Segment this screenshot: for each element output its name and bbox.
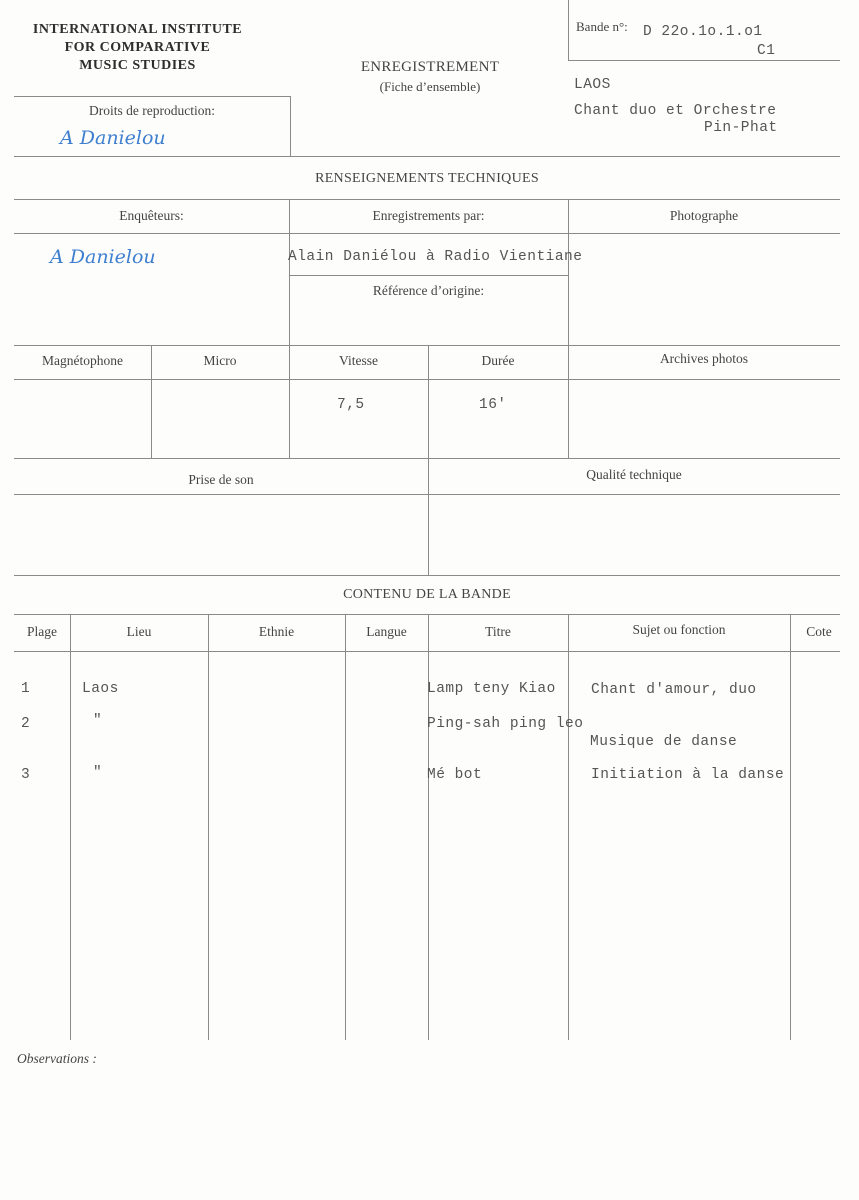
col-langue: Langue [366,624,407,639]
institute-line-2: FOR COMPARATIVE [64,40,211,55]
magnetophone-label: Magnétophone [42,353,123,368]
row-plage: 1 [21,681,31,697]
vitesse-value: 7,5 [337,397,365,413]
reference-label: Référence d’origine: [372,283,485,298]
qualite-label: Qualité technique [586,467,682,482]
row-plage: 2 [21,716,31,732]
droits-signature: A Danielou [60,127,166,149]
description-line-2: Pin-Phat [704,120,778,136]
enqueteurs-signature: A Danielou [50,246,156,268]
institute-line-3: MUSIC STUDIES [79,58,196,73]
row-sujet: Musique de danse [590,734,738,750]
form-title: ENREGISTREMENT [360,59,500,75]
section-technique: RENSEIGNEMENTS TECHNIQUES [315,171,539,186]
row-titre: Ping-sah ping leo [427,716,584,732]
row-titre: Mé bot [427,767,483,783]
col-ethnie: Ethnie [258,624,295,639]
photographe-label: Photographe [669,208,739,223]
bande-number: D 22o.1o.1.o1 [643,24,763,40]
section-contenu: CONTENU DE LA BANDE [343,587,511,602]
row-titre: Lamp teny Kiao [427,681,556,697]
duree-value: 16' [479,397,507,413]
prise-label: Prise de son [188,472,254,487]
enregistrements-value: Alain Daniélou à Radio Vientiane [288,249,583,265]
bande-label: Bande n°: [576,19,628,34]
col-cote: Cote [806,624,832,639]
enregistrements-label: Enregistrements par: [372,208,485,223]
description-line-1: Chant duo et Orchestre [574,103,777,119]
row-lieu: " [93,765,103,781]
bande-sub: C1 [757,43,776,59]
region-value: LAOS [574,77,611,93]
institute-line-1: INTERNATIONAL INSTITUTE [32,22,243,37]
vitesse-label: Vitesse [339,353,378,368]
col-plage: Plage [27,624,57,639]
col-sujet: Sujet ou fonction [632,622,726,637]
row-sujet: Chant d'amour, duo [591,682,757,698]
row-lieu: " [93,713,103,729]
form-subtitle: (Fiche d’ensemble) [379,79,481,94]
enqueteurs-label: Enquêteurs: [119,208,184,223]
row-sujet: Initiation à la danse [591,767,785,783]
droits-label: Droits de reproduction: [89,103,215,118]
col-titre: Titre [485,624,511,639]
row-plage: 3 [21,767,31,783]
observations-label: Observations : [17,1051,97,1066]
col-lieu: Lieu [126,624,152,639]
row-lieu: Laos [82,681,119,697]
micro-label: Micro [203,353,237,368]
archives-label: Archives photos [659,351,749,366]
duree-label: Durée [481,353,515,368]
